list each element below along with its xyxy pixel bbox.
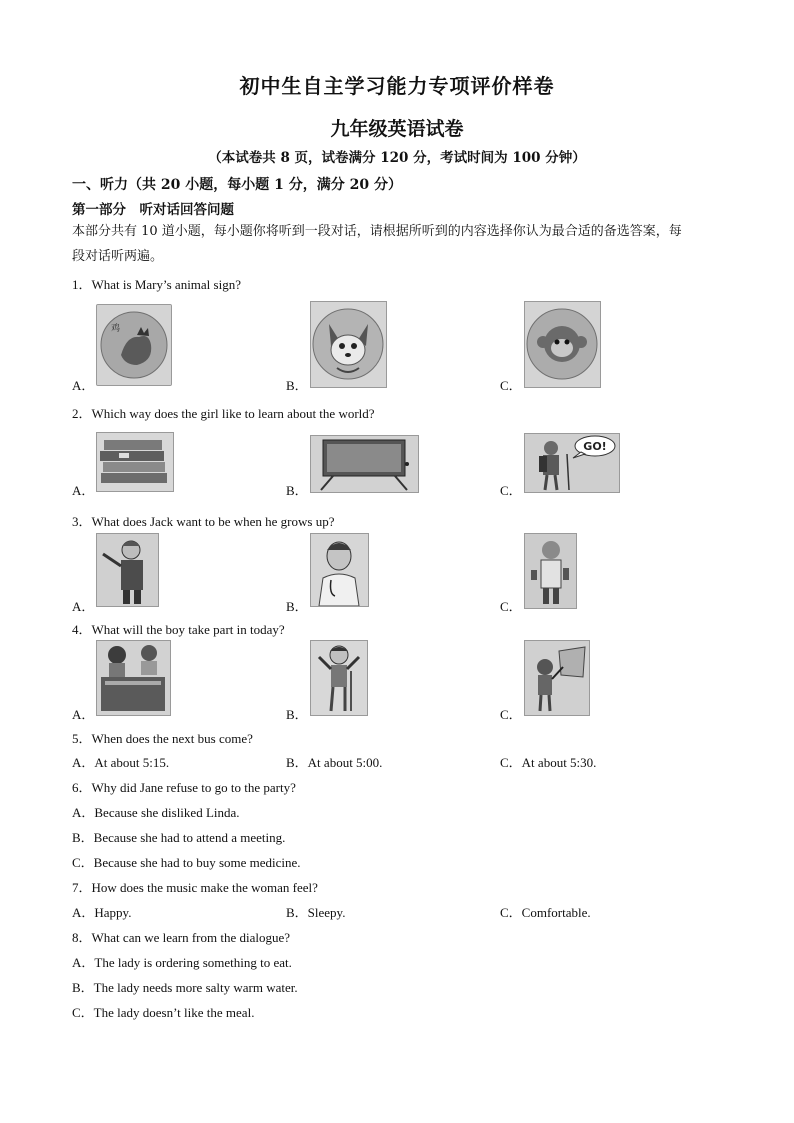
question-text: How does the music make the woman feel?	[91, 880, 318, 895]
go-bubble-text: GO!	[583, 440, 607, 453]
option-b[interactable]: B．At about 5:00.	[286, 755, 383, 770]
option-b[interactable]: B．	[286, 707, 308, 722]
dog-image	[310, 301, 387, 388]
painting-boy-image	[524, 640, 590, 716]
question-number: 1．	[72, 277, 92, 292]
question-text: What will the boy take part in today?	[91, 622, 285, 637]
instructions-line2: 段对话听两遍。	[72, 249, 164, 264]
question-5	[72, 728, 253, 747]
option-a[interactable]: A．	[72, 707, 95, 722]
rooster-image	[96, 304, 172, 386]
option-c[interactable]: C．	[500, 378, 522, 393]
question-text: What is Mary’s animal sign?	[91, 277, 241, 292]
question-8	[72, 927, 290, 946]
option-b[interactable]: B．Sleepy.	[286, 905, 346, 920]
option-b[interactable]: B．	[286, 599, 308, 614]
question-2	[72, 403, 375, 422]
books-image	[96, 432, 174, 492]
option-a[interactable]: A．	[72, 483, 95, 498]
question-number: 4．	[72, 622, 92, 637]
option-b[interactable]: B．Because she had to attend a meeting.	[72, 830, 286, 845]
question-number: 3．	[72, 514, 92, 529]
paper-title: 初中生自主学习能力专项评价样卷	[239, 74, 555, 98]
monkey-image	[524, 301, 601, 388]
question-3	[72, 511, 334, 530]
paper-subtitle: 九年级英语试卷	[330, 118, 464, 140]
option-a[interactable]: A．	[72, 599, 95, 614]
option-b[interactable]: B．	[286, 378, 308, 393]
question-7	[72, 877, 318, 896]
question-text: What can we learn from the dialogue?	[91, 930, 291, 945]
option-c[interactable]: C．At about 5:30.	[500, 755, 597, 770]
tv-image	[310, 435, 419, 493]
question-1	[72, 274, 241, 293]
question-text: Why did Jane refuse to go to the party?	[91, 780, 296, 795]
question-number: 7．	[72, 880, 92, 895]
option-a[interactable]: A．The lady is ordering something to eat.	[72, 955, 292, 970]
students-desk-image	[96, 640, 171, 716]
option-a[interactable]: A．	[72, 378, 95, 393]
option-a[interactable]: A．Happy.	[72, 905, 132, 920]
option-c[interactable]: C．Because she had to buy some medicine.	[72, 855, 301, 870]
instructions-line1: 本部分共有 10 道小题，每小题你将听到一段对话，请根据所听到的内容选择你认为最合适的备选答案，每	[72, 224, 682, 239]
traveler-image	[524, 433, 620, 493]
option-c[interactable]: C．	[500, 707, 522, 722]
paper-note: （本试卷共 8 页，试卷满分 120 分，考试时间为 100 分钟）	[208, 150, 586, 166]
option-a[interactable]: A．At about 5:15.	[72, 755, 170, 770]
scientist-image	[524, 533, 577, 609]
teacher-image	[96, 533, 159, 607]
option-c[interactable]: C．The lady doesn’t like the meal.	[72, 1005, 255, 1020]
question-text: What does Jack want to be when he grows up?	[91, 514, 335, 529]
option-b[interactable]: B．	[286, 483, 308, 498]
part-heading: 第一部分 听对话回答问题	[72, 202, 234, 218]
question-text: When does the next bus come?	[91, 731, 253, 746]
question-6	[72, 777, 296, 796]
question-4	[72, 619, 285, 638]
svg-text:鸡: 鸡	[111, 324, 121, 334]
option-b[interactable]: B．The lady needs more salty warm water.	[72, 980, 298, 995]
question-number: 8．	[72, 930, 92, 945]
option-c[interactable]: C．	[500, 483, 522, 498]
singer-image	[310, 640, 368, 716]
question-number: 6．	[72, 780, 92, 795]
option-c[interactable]: C．	[500, 599, 522, 614]
question-text: Which way does the girl like to learn about the world?	[91, 406, 375, 421]
option-c[interactable]: C．Comfortable.	[500, 905, 591, 920]
doctor-image	[310, 533, 369, 607]
question-number: 2．	[72, 406, 92, 421]
option-a[interactable]: A．Because she disliked Linda.	[72, 805, 240, 820]
question-number: 5．	[72, 731, 92, 746]
section-heading: 一、听力（共 20 小题，每小题 1 分，满分 20 分）	[72, 177, 402, 193]
